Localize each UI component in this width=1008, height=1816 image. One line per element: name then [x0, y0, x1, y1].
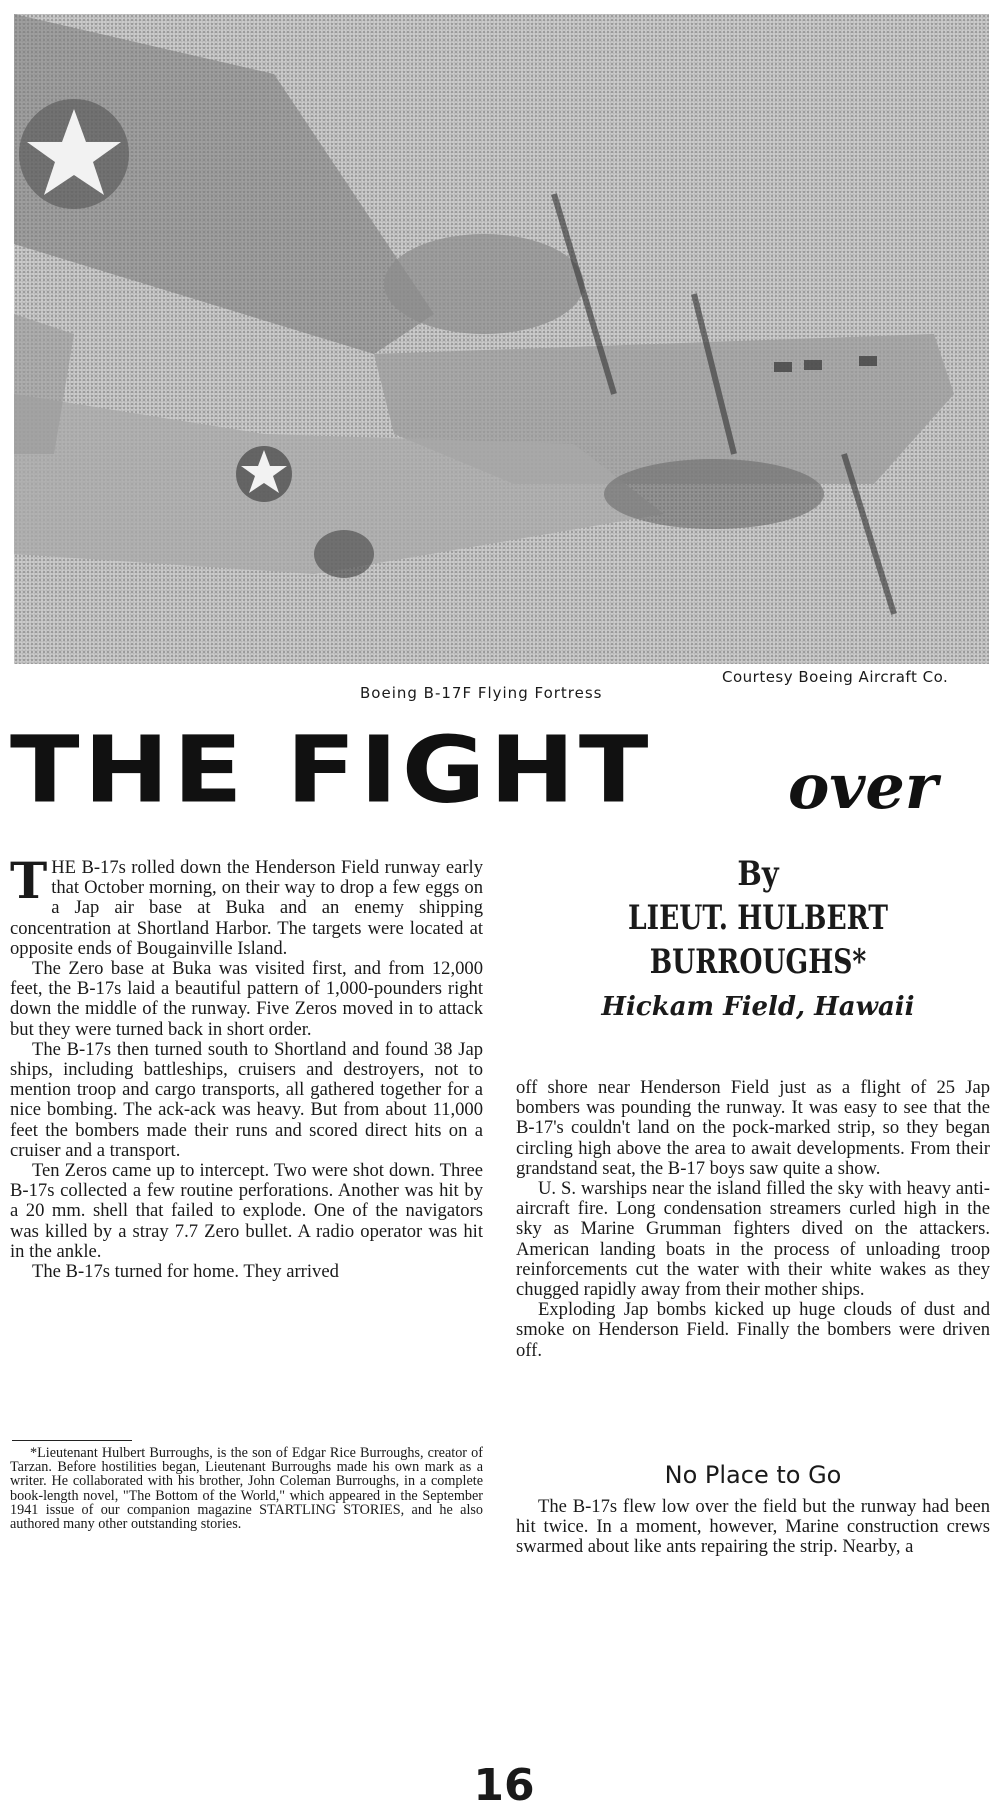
photo-caption: Boeing B-17F Flying Fortress: [360, 684, 603, 702]
article-right-column-continued: [516, 1497, 990, 1558]
bomber-illustration: [14, 14, 989, 664]
article-left-column: [10, 851, 483, 1283]
paragraph-8: Exploding Jap bombs kicked up huge clouds of dust and smoke on Henderson Field. Finally the bombers were driven off.: [516, 1299, 990, 1361]
article-right-column: [516, 1078, 990, 1361]
section-subhead: No Place to Go: [664, 1461, 842, 1489]
byline-author-2: BURROUGHS*: [649, 942, 867, 982]
byline-author-1: LIEUT. HULBERT: [628, 898, 888, 938]
page-number: 16: [473, 1760, 535, 1811]
paragraph-2: The Zero base at Buka was visited first, and from 12,000 feet, the B-17s laid a beautiful pattern of 1,000-pounders right down the middle of the runway. Five Zeros moved in to attack but they were turned back in short order.: [10, 958, 483, 1040]
paragraph-1: [10, 851, 483, 959]
headline-main: THE FIGHT: [10, 717, 653, 825]
headline-tail: over: [788, 750, 938, 823]
paragraph-5: The B-17s turned for home. They arrived: [32, 1261, 339, 1283]
paragraph-6: off shore near Henderson Field just as a flight of 25 Jap bombers was pounding the runway. It was easy to see that the B-17's couldn't land on the pock-marked strip, so they began circling high above the area to await developments. From their grandstand seat, the B-17 boys saw quite a show.: [516, 1077, 990, 1179]
author-footnote: *Lieutenant Hulbert Burroughs, is the son of Edgar Rice Burroughs, creator of Tarzan. Before hostilities began, Lieutenant Burroughs made his own mark as a writer. He collaborated with his brother, John Coleman Burroughs, in a complete book-length novel, "The Bottom of the World," which appeared in the September 1941 issue of our companion magazine STARTLING STORIES, and he also authored many other outstanding stories.: [10, 1445, 483, 1533]
byline-affiliation: Hickam Field, Hawaii: [601, 992, 915, 1022]
drop-cap: T: [10, 851, 48, 910]
paragraph-1-text: HE B-17s rolled down the Henderson Field runway early that October morning, on their way to drop a few eggs on a Jap air base at Buka and an enemy shipping concentration at Shortland Harbor. The targets were located at opposite ends of Bougainville Island.: [10, 857, 483, 959]
paragraph-7: U. S. warships near the island filled the sky with heavy anti-aircraft fire. Long condensation streamers curled high in the sky as Marine Grumman fighters dived on the attackers. American landing boats in the process of unloading troop reinforcements cut the water with their white wakes as they chugged rapidly away from their mother ships.: [516, 1178, 990, 1301]
paragraph-3: The B-17s then turned south to Shortland and found 38 Jap ships, including battleships, cruisers and destroyers, not to mention troop and cargo transports, all gathered together for a nice bombing. The ack-ack was heavy. But from about 11,000 feet the bombers made their runs and scored direct hits on a cruiser and a transport.: [10, 1038, 483, 1161]
photo-credit: Courtesy Boeing Aircraft Co.: [722, 668, 949, 686]
paragraph-9: The B-17s flew low over the field but the runway had been hit twice. In a moment, however, Marine construction crews swarmed about like ants repairing the strip. Nearby, a: [516, 1496, 990, 1558]
b17-photo: [14, 14, 989, 664]
byline: [548, 852, 968, 1024]
footnote-rule: [12, 1440, 132, 1441]
byline-by: By: [737, 854, 779, 894]
paragraph-4: Ten Zeros came up to intercept. Two were shot down. Three B-17s collected a few routine perforations. Another was hit by a 20 mm. shell that failed to explode. One of the navigators was killed by a stray 7.7 Zero bullet. A radio operator was hit in the ankle.: [10, 1160, 483, 1262]
